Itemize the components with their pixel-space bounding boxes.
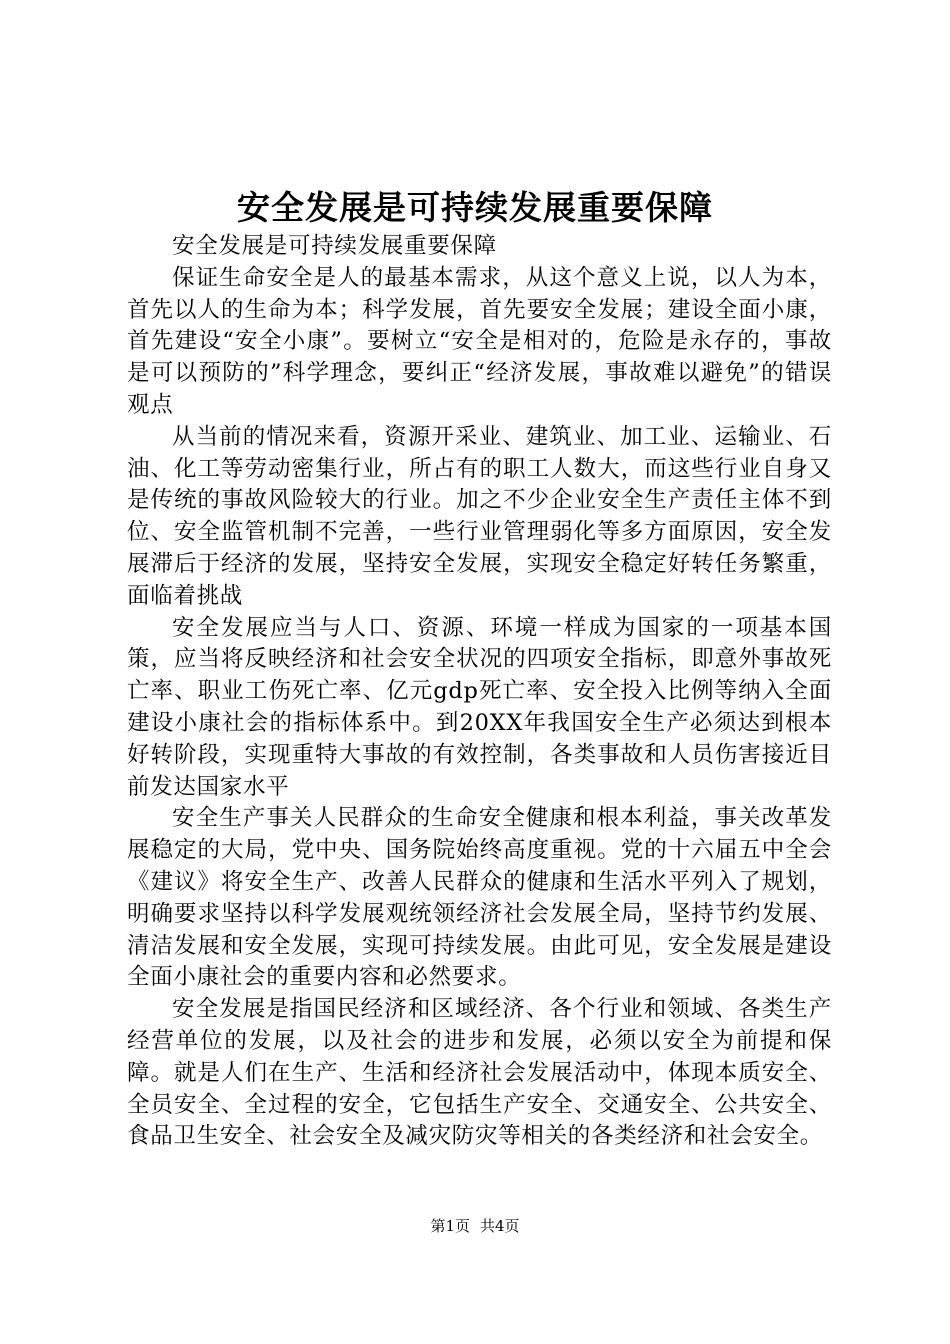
document-title: 安全发展是可持续发展重要保障 <box>237 188 713 227</box>
page-total: 共4页 <box>480 1217 520 1235</box>
paragraph-current-situation: 从当前的情况来看，资源开采业、建筑业、加工业、运输业、石油、化工等劳动密集行业，所占有的职工人数大，而这些行业自身又是传统的事故风险较大的行业。加之不少企业安全生产责任主体不到位、安全监管机制不完善，一些行业管理弱化等多方面原因，安全发展滞后于经济的发展，坚持安全发展，实现安全稳定好转任务繁重，面临着挑战 <box>127 423 832 609</box>
paragraph-definition: 安全发展是指国民经济和区域经济、各个行业和领域、各类生产经营单位的发展，以及社会的进步和发展，必须以安全为前提和保障。就是人们在生产、生活和经济社会发展活动中，体现本质安全、全员安全、全过程的安全，它包括生产安全、交通安全、公共安全、食品卫生安全、社会安全及减灾防灾等相关的各类经济和社会安全。 <box>127 996 832 1150</box>
paragraph-party-emphasis: 安全生产事关人民群众的生命安全健康和根本利益，事关改革发展稳定的大局，党中央、国务院始终高度重视。党的十六届五中全会《建议》将安全生产、改善人民群众的健康和生活水平列入了规划，明确要求坚持以科学发展观统领经济社会发展全局，坚持节约发展、清洁发展和安全发展，实现可持续发展。由此可见，安全发展是建设全面小康社会的重要内容和必然要求。 <box>127 805 832 991</box>
page-number: 第1页 <box>430 1217 470 1235</box>
document-body <box>127 231 832 1153</box>
paragraph-national-policy: 安全发展应当与人口、资源、环境一样成为国家的一项基本国策，应当将反映经济和社会安全状况的四项安全指标，即意外事故死亡率、职业工伤死亡率、亿元gdp死亡率、安全投入比例等纳入全面建设小康社会的指标体系中。到20XX年我国安全生产必须达到根本好转阶段，实现重特大事故的有效控制，各类事故和人员伤害接近目前发达国家水平 <box>127 614 832 800</box>
paragraph-subtitle: 安全发展是可持续发展重要保障 <box>172 233 497 259</box>
paragraph-life-safety: 保证生命安全是人的最基本需求，从这个意义上说，以人为本，首先以人的生命为本；科学发展，首先要安全发展；建设全面小康，首先建设“安全小康”。要树立“安全是相对的，危险是永存的，事故是可以预防的”科学理念，要纠正“经济发展，事故难以避免”的错误观点 <box>127 264 832 418</box>
page-footer <box>0 1215 950 1237</box>
